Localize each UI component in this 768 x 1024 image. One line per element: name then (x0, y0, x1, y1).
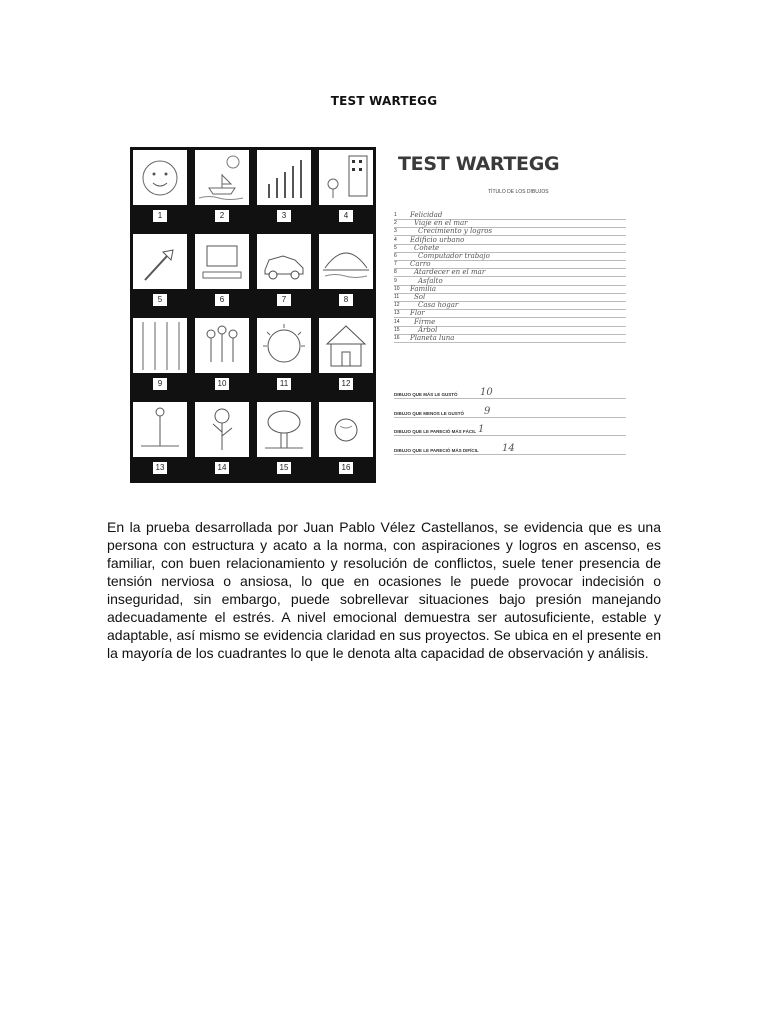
title-handwritten: Computador trabajo (418, 252, 490, 260)
drawing-number: 8 (339, 294, 353, 306)
drawing-cell (319, 234, 373, 289)
sheet-subtitle: TÍTULO DE LOS DIBUJOS (488, 189, 549, 195)
title-number: 1 (394, 212, 397, 218)
title-handwritten: Flor (410, 309, 425, 318)
drawing-sketch (257, 402, 311, 457)
answer-sheet (388, 147, 630, 483)
drawing-number: 9 (153, 378, 167, 390)
drawing-sketch (319, 150, 373, 205)
title-number: 12 (394, 302, 400, 309)
title-handwritten: Sol (414, 293, 426, 301)
drawing-sketch (257, 318, 311, 373)
title-number: 8 (394, 269, 397, 276)
title-number: 15 (394, 326, 400, 333)
drawing-number: 14 (215, 462, 229, 474)
title-handwritten: Crecimiento y logros (418, 227, 493, 236)
sheet-title: TEST WARTEGG (398, 153, 560, 175)
question-answer: 1 (478, 424, 485, 435)
drawing-number: 3 (277, 210, 291, 222)
drawing-number: 12 (339, 378, 353, 390)
drawing-cell (319, 402, 373, 457)
title-handwritten: Planeta luna (410, 334, 455, 342)
page-title: TEST WARTEGG (330, 94, 438, 108)
drawing-sketch (319, 318, 373, 373)
drawing-sketch (257, 150, 311, 205)
drawing-number: 7 (277, 294, 291, 306)
drawing-number: 13 (153, 462, 167, 474)
drawing-cell (133, 318, 187, 373)
title-handwritten: Asfalto (418, 276, 443, 285)
drawing-number: 15 (277, 462, 291, 474)
title-number: 16 (394, 335, 400, 341)
drawing-sketch (195, 150, 249, 205)
title-number: 11 (394, 294, 400, 300)
question-label: DIBUJO QUE LE PARECIÓ MÁS DIFÍCIL (394, 447, 479, 453)
drawing-sketch (195, 318, 249, 373)
drawing-sketch (195, 402, 249, 457)
drawing-cell (257, 318, 311, 373)
drawing-sketch (133, 318, 187, 373)
drawing-cell (257, 402, 311, 457)
title-number: 2 (394, 220, 397, 227)
wartegg-figure (130, 147, 630, 483)
title-number: 13 (394, 310, 400, 317)
title-number: 5 (394, 244, 397, 251)
drawing-sketch (319, 402, 373, 457)
drawing-cell (257, 234, 311, 289)
title-row (394, 334, 626, 343)
title-handwritten: Familia (410, 284, 437, 293)
drawing-cell (133, 402, 187, 457)
title-number: 4 (394, 236, 397, 243)
drawing-number: 6 (215, 294, 229, 306)
drawing-number: 1 (153, 210, 167, 222)
title-number: 7 (394, 261, 397, 268)
drawing-sketch (133, 402, 187, 457)
drawing-sketch (319, 234, 373, 289)
drawing-sketch (257, 234, 311, 289)
question-answer: 10 (480, 387, 493, 398)
drawing-cell (195, 150, 249, 205)
title-handwritten: Edificio urbano (410, 235, 465, 244)
drawing-number: 16 (339, 462, 353, 474)
drawing-cell (133, 150, 187, 205)
title-handwritten: Cohete (414, 243, 440, 252)
drawing-sketch (133, 234, 187, 289)
question-row (394, 425, 626, 436)
title-handwritten: Atardecer en el mar (414, 268, 486, 277)
drawing-cell (195, 318, 249, 373)
drawing-cell (195, 402, 249, 457)
question-row (394, 444, 626, 455)
drawing-sketch (133, 150, 187, 205)
drawing-cell (319, 318, 373, 373)
question-answer: 9 (484, 405, 491, 417)
drawing-number: 11 (277, 378, 291, 390)
drawing-cell (195, 234, 249, 289)
title-number: 14 (394, 318, 400, 325)
title-handwritten: Viaje en el mar (414, 219, 468, 228)
title-handwritten: Firme (414, 317, 436, 326)
title-number: 9 (394, 277, 397, 284)
title-number: 6 (394, 253, 397, 259)
title-handwritten: Casa hogar (418, 301, 459, 310)
drawing-cell (257, 150, 311, 205)
drawing-number: 10 (215, 378, 229, 390)
question-answer: 14 (502, 442, 515, 454)
drawing-number: 5 (153, 294, 167, 306)
question-row (394, 407, 626, 418)
question-label: DIBUJO QUE MÁS LE GUSTÓ (394, 392, 458, 397)
question-row (394, 388, 626, 399)
title-handwritten: Felicidad (410, 211, 443, 219)
title-handwritten: Árbol (418, 325, 438, 334)
drawing-sketch (195, 234, 249, 289)
analysis-paragraph: En la prueba desarrollada por Juan Pablo Vélez Castellanos, se evidencia que es una persona con estructura y acato a la norma, con aspiraciones y logros en ascenso, es familiar, con buen relacionamiento y resolución de conflictos, suele tener presencia de tensión nerviosa o ansiosa, lo que en ocasiones le puede provocar indecisión o inseguridad, sin embargo, puede sobrellevar situaciones bajo presión manejando adecuadamente el estrés. A nivel emocional demuestra ser autosuficiente, estable y adaptable, así mismo se evidencia claridad en sus proyectos. Se ubica en el presente en la mayoría de los cuadrantes lo que le denota alta capacidad de observación y análisis. (107, 519, 661, 661)
drawing-number: 4 (339, 210, 353, 222)
drawing-number: 2 (215, 210, 229, 222)
question-label: DIBUJO QUE LE PARECIÓ MÁS FÁCIL (394, 429, 477, 434)
question-label: DIBUJO QUE MENOS LE GUSTÓ (394, 410, 465, 416)
drawing-grid (130, 147, 376, 483)
drawing-cell (319, 150, 373, 205)
title-number: 3 (394, 228, 397, 235)
drawing-cell (133, 234, 187, 289)
title-number: 10 (394, 285, 400, 292)
title-handwritten: Carro (410, 260, 431, 269)
